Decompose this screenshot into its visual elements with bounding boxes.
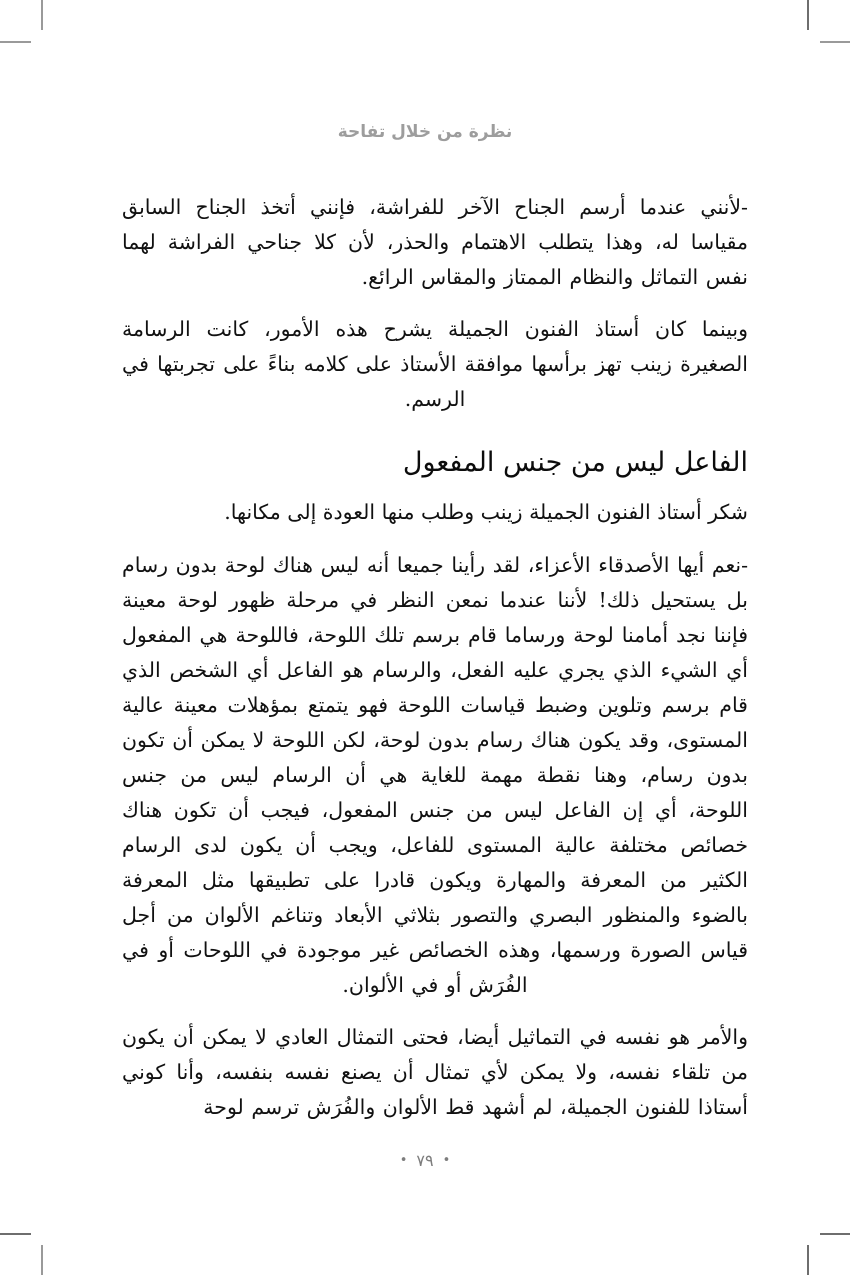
folio <box>0 1150 850 1170</box>
crop-mark-top-right-horizontal <box>820 41 850 43</box>
folio-dot-right: • <box>442 1153 451 1168</box>
section-heading: الفاعل ليس من جنس المفعول <box>402 447 748 478</box>
page-number: ٧٩ <box>416 1151 434 1170</box>
crop-mark-bottom-left-vertical <box>41 1245 43 1275</box>
folio-dot-left: • <box>399 1153 408 1168</box>
crop-mark-bottom-right-vertical <box>807 1245 809 1275</box>
crop-mark-top-right-vertical <box>807 0 809 30</box>
crop-mark-top-left-vertical <box>41 0 43 30</box>
paragraph-4: -نعم أيها الأصدقاء الأعزاء، لقد رأينا جميعا أنه ليس هناك لوحة بدون رسام بل يستحيل ذلك! لأننا عندما نمعن النظر في مرحلة ظهور لوحة معينة فإننا نجد أمامنا لوحة ورساما قام برسم تلك اللوحة، فاللوحة هي المفعول أي الشيء الذي يجري عليه الفعل، والرسام هو الفاعل أي الشخص الذي قام برسم وتلوين وضبط قياسات اللوحة فهو يتمتع بمؤهلات معينة عالية المستوى، وقد يكون هناك رسام بدون لوحة، لكن اللوحة لا يمكن أن تكون بدون رسام، وهنا نقطة مهمة للغاية هي أن الرسام ليس من جنس اللوحة، أي إن الفاعل ليس من جنس المفعول، فيجب أن تكون هناك خصائص مختلفة عالية المستوى للفاعل، ويجب أن يكون لدى الرسام الكثير من المعرفة والمهارة ويكون قادرا على تطبيقها مثل المعرفة بالضوء والمنظور البصري والتصور بثلاثي الأبعاد وتناغم الألوان من أجل قياس الصورة ورسمها، وهذه الخصائص غير موجودة في اللوحات أو في الفُرَش أو في الألوان. <box>122 553 748 997</box>
crop-mark-bottom-right-horizontal <box>820 1233 850 1235</box>
paragraph-1: -لأنني عندما أرسم الجناح الآخر للفراشة، فإنني أتخذ الجناح السابق مقياسا له، وهذا يتطلب الاهتمام والحذر، لأن كلا جناحي الفراشة لهما نفس التماثل والنظام الممتاز والمقاس الرائع. <box>122 195 748 289</box>
text-column <box>122 190 748 1142</box>
paragraph-2: وبينما كان أستاذ الفنون الجميلة يشرح هذه الأمور، كانت الرسامة الصغيرة زينب تهز برأسها موافقة الأستاذ على كلامه بناءً على تجربتها في الرسم. <box>122 317 748 411</box>
running-head: نظرة من خلال تفاحة <box>337 122 513 142</box>
paragraph-5: والأمر هو نفسه في التماثيل أيضا، فحتى التمثال العادي لا يمكن أن يكون من تلقاء نفسه، ولا يمكن لأي تمثال أن يصنع نفسه بنفسه، وأنا كوني أستاذا للفنون الجميلة، لم أشهد قط الألوان والفُرَش ترسم لوحة <box>122 1025 748 1119</box>
crop-mark-bottom-left-horizontal <box>0 1233 31 1235</box>
crop-mark-top-left-horizontal <box>0 41 31 43</box>
lead-line: شكر أستاذ الفنون الجميلة زينب وطلب منها العودة إلى مكانها. <box>224 500 748 524</box>
